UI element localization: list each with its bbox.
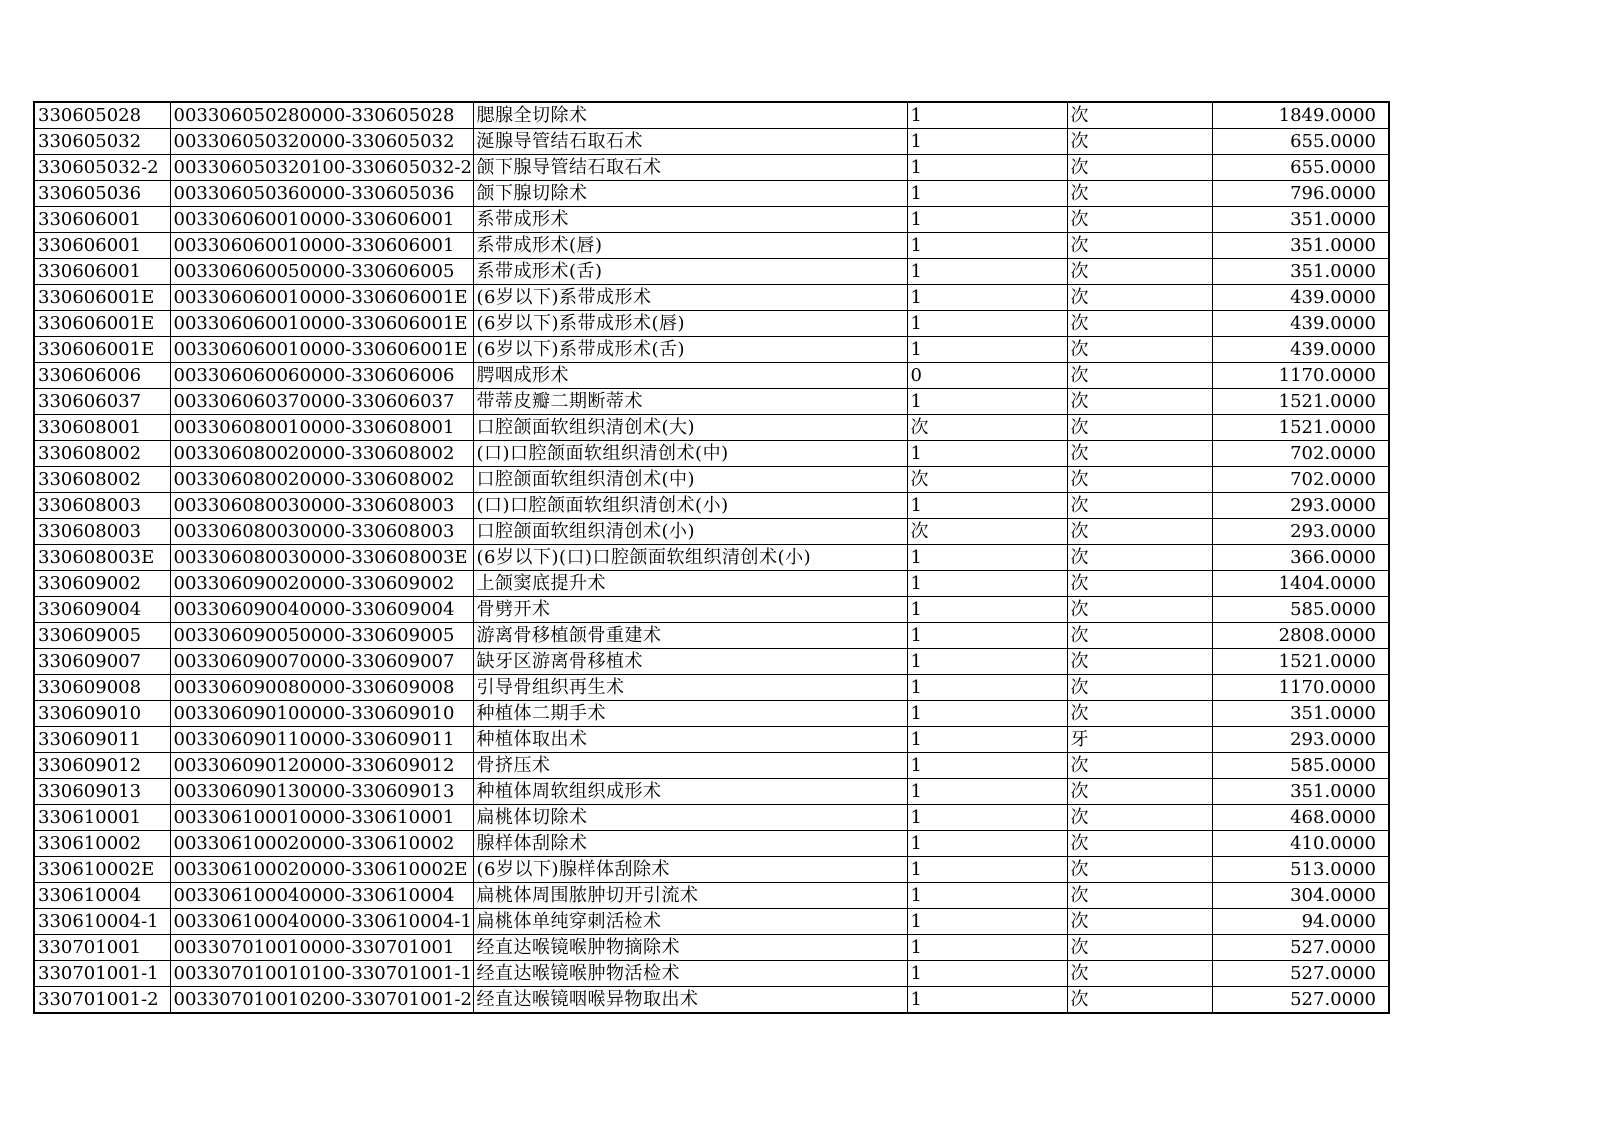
price-cell: 585.0000	[1212, 597, 1389, 623]
item-name-cell: 带蒂皮瓣二期断蒂术	[473, 389, 907, 415]
quantity-cell: 1	[907, 857, 1067, 883]
item-name-cell: 腮腺全切除术	[473, 102, 907, 129]
quantity-cell: 1	[907, 649, 1067, 675]
quantity-cell: 1	[907, 207, 1067, 233]
full-code-cell: 003306080020000-330608002	[170, 441, 473, 467]
item-code-cell: 330609010	[34, 701, 170, 727]
full-code-cell: 003306080030000-330608003E	[170, 545, 473, 571]
full-code-cell: 003306090110000-330609011	[170, 727, 473, 753]
item-name-cell: 口腔颌面软组织清创术(大)	[473, 415, 907, 441]
table-row	[34, 935, 1389, 961]
price-cell: 655.0000	[1212, 129, 1389, 155]
table-row	[34, 961, 1389, 987]
item-name-cell: 腺样体刮除术	[473, 831, 907, 857]
table-row	[34, 181, 1389, 207]
item-code-cell: 330610002	[34, 831, 170, 857]
item-name-cell: (6岁以下)腺样体刮除术	[473, 857, 907, 883]
unit-cell: 次	[1067, 467, 1212, 493]
price-cell: 351.0000	[1212, 259, 1389, 285]
table-row	[34, 519, 1389, 545]
table-row	[34, 727, 1389, 753]
price-cell: 1170.0000	[1212, 363, 1389, 389]
table-row	[34, 207, 1389, 233]
price-cell: 366.0000	[1212, 545, 1389, 571]
item-name-cell: 骨挤压术	[473, 753, 907, 779]
item-name-cell: 经直达喉镜喉肿物活检术	[473, 961, 907, 987]
item-code-cell: 330609012	[34, 753, 170, 779]
price-cell: 1170.0000	[1212, 675, 1389, 701]
full-code-cell: 003306060010000-330606001E	[170, 285, 473, 311]
unit-cell: 次	[1067, 415, 1212, 441]
unit-cell: 次	[1067, 987, 1212, 1014]
item-code-cell: 330605036	[34, 181, 170, 207]
full-code-cell: 003306050360000-330605036	[170, 181, 473, 207]
full-code-cell: 003306080020000-330608002	[170, 467, 473, 493]
item-code-cell: 330608001	[34, 415, 170, 441]
item-name-cell: (口)口腔颌面软组织清创术(小)	[473, 493, 907, 519]
full-code-cell: 003306080030000-330608003	[170, 519, 473, 545]
price-cell: 1404.0000	[1212, 571, 1389, 597]
table-row	[34, 311, 1389, 337]
full-code-cell: 003306090120000-330609012	[170, 753, 473, 779]
price-cell: 304.0000	[1212, 883, 1389, 909]
item-name-cell: 扁桃体单纯穿刺活检术	[473, 909, 907, 935]
quantity-cell: 1	[907, 337, 1067, 363]
table-row	[34, 675, 1389, 701]
quantity-cell: 次	[907, 467, 1067, 493]
item-code-cell: 330606001E	[34, 285, 170, 311]
item-name-cell: 种植体取出术	[473, 727, 907, 753]
item-name-cell: 经直达喉镜咽喉异物取出术	[473, 987, 907, 1014]
unit-cell: 次	[1067, 649, 1212, 675]
price-cell: 293.0000	[1212, 727, 1389, 753]
item-code-cell: 330608003	[34, 493, 170, 519]
table-row	[34, 415, 1389, 441]
table-row	[34, 102, 1389, 129]
item-name-cell: 游离骨移植颌骨重建术	[473, 623, 907, 649]
full-code-cell: 003306060060000-330606006	[170, 363, 473, 389]
table-row	[34, 467, 1389, 493]
quantity-cell: 1	[907, 389, 1067, 415]
price-cell: 351.0000	[1212, 207, 1389, 233]
quantity-cell: 1	[907, 675, 1067, 701]
full-code-cell: 003307010010000-330701001	[170, 935, 473, 961]
quantity-cell: 1	[907, 883, 1067, 909]
price-cell: 655.0000	[1212, 155, 1389, 181]
quantity-cell: 1	[907, 961, 1067, 987]
item-name-cell: 口腔颌面软组织清创术(中)	[473, 467, 907, 493]
quantity-cell: 1	[907, 129, 1067, 155]
table-row	[34, 233, 1389, 259]
price-cell: 527.0000	[1212, 935, 1389, 961]
price-cell: 796.0000	[1212, 181, 1389, 207]
item-code-cell: 330610004-1	[34, 909, 170, 935]
price-cell: 439.0000	[1212, 311, 1389, 337]
item-code-cell: 330608003	[34, 519, 170, 545]
unit-cell: 次	[1067, 701, 1212, 727]
quantity-cell: 1	[907, 909, 1067, 935]
price-cell: 527.0000	[1212, 987, 1389, 1014]
unit-cell: 次	[1067, 779, 1212, 805]
price-cell: 94.0000	[1212, 909, 1389, 935]
item-code-cell: 330606001E	[34, 311, 170, 337]
price-cell: 351.0000	[1212, 779, 1389, 805]
item-name-cell: 系带成形术(舌)	[473, 259, 907, 285]
item-name-cell: (6岁以下)(口)口腔颌面软组织清创术(小)	[473, 545, 907, 571]
quantity-cell: 1	[907, 102, 1067, 129]
unit-cell: 次	[1067, 597, 1212, 623]
item-name-cell: 种植体二期手术	[473, 701, 907, 727]
price-cell: 585.0000	[1212, 753, 1389, 779]
quantity-cell: 1	[907, 233, 1067, 259]
full-code-cell: 003306090020000-330609002	[170, 571, 473, 597]
item-code-cell: 330609008	[34, 675, 170, 701]
quantity-cell: 1	[907, 831, 1067, 857]
table-row	[34, 987, 1389, 1014]
quantity-cell: 1	[907, 441, 1067, 467]
unit-cell: 次	[1067, 207, 1212, 233]
item-code-cell: 330610001	[34, 805, 170, 831]
item-name-cell: 颌下腺切除术	[473, 181, 907, 207]
table-row	[34, 623, 1389, 649]
item-code-cell: 330606001	[34, 207, 170, 233]
quantity-cell: 1	[907, 727, 1067, 753]
quantity-cell: 1	[907, 493, 1067, 519]
unit-cell: 次	[1067, 102, 1212, 129]
item-code-cell: 330608003E	[34, 545, 170, 571]
quantity-cell: 1	[907, 545, 1067, 571]
item-code-cell: 330609005	[34, 623, 170, 649]
price-cell: 527.0000	[1212, 961, 1389, 987]
table-row	[34, 883, 1389, 909]
unit-cell: 次	[1067, 753, 1212, 779]
full-code-cell: 003306080030000-330608003	[170, 493, 473, 519]
item-code-cell: 330609013	[34, 779, 170, 805]
quantity-cell: 1	[907, 623, 1067, 649]
quantity-cell: 1	[907, 181, 1067, 207]
full-code-cell: 003306100010000-330610001	[170, 805, 473, 831]
price-cell: 293.0000	[1212, 493, 1389, 519]
full-code-cell: 003306090070000-330609007	[170, 649, 473, 675]
price-cell: 439.0000	[1212, 337, 1389, 363]
table-row	[34, 441, 1389, 467]
item-name-cell: 骨劈开术	[473, 597, 907, 623]
full-code-cell: 003306080010000-330608001	[170, 415, 473, 441]
item-name-cell: 口腔颌面软组织清创术(小)	[473, 519, 907, 545]
unit-cell: 次	[1067, 883, 1212, 909]
item-name-cell: (6岁以下)系带成形术(唇)	[473, 311, 907, 337]
item-code-cell: 330610004	[34, 883, 170, 909]
item-name-cell: (口)口腔颌面软组织清创术(中)	[473, 441, 907, 467]
unit-cell: 次	[1067, 129, 1212, 155]
full-code-cell: 003307010010200-330701001-2	[170, 987, 473, 1014]
item-code-cell: 330606001	[34, 233, 170, 259]
full-code-cell: 003306100040000-330610004	[170, 883, 473, 909]
full-code-cell: 003306090080000-330609008	[170, 675, 473, 701]
item-name-cell: 腭咽成形术	[473, 363, 907, 389]
full-code-cell: 003306090050000-330609005	[170, 623, 473, 649]
quantity-cell: 次	[907, 415, 1067, 441]
item-code-cell: 330701001	[34, 935, 170, 961]
item-name-cell: 扁桃体切除术	[473, 805, 907, 831]
unit-cell: 次	[1067, 155, 1212, 181]
quantity-cell: 1	[907, 753, 1067, 779]
item-code-cell: 330606006	[34, 363, 170, 389]
item-code-cell: 330609002	[34, 571, 170, 597]
item-code-cell: 330606001	[34, 259, 170, 285]
item-code-cell: 330609004	[34, 597, 170, 623]
table-row	[34, 597, 1389, 623]
quantity-cell: 1	[907, 779, 1067, 805]
table-row	[34, 493, 1389, 519]
item-code-cell: 330609007	[34, 649, 170, 675]
unit-cell: 次	[1067, 805, 1212, 831]
item-name-cell: 上颌窦底提升术	[473, 571, 907, 597]
table-row	[34, 779, 1389, 805]
unit-cell: 次	[1067, 545, 1212, 571]
table-row	[34, 805, 1389, 831]
item-code-cell: 330701001-2	[34, 987, 170, 1014]
unit-cell: 次	[1067, 857, 1212, 883]
full-code-cell: 003306100020000-330610002E	[170, 857, 473, 883]
unit-cell: 次	[1067, 441, 1212, 467]
price-cell: 351.0000	[1212, 701, 1389, 727]
price-cell: 1521.0000	[1212, 415, 1389, 441]
item-name-cell: 涎腺导管结石取石术	[473, 129, 907, 155]
item-name-cell: 缺牙区游离骨移植术	[473, 649, 907, 675]
price-cell: 2808.0000	[1212, 623, 1389, 649]
unit-cell: 次	[1067, 259, 1212, 285]
item-name-cell: 系带成形术(唇)	[473, 233, 907, 259]
table-row	[34, 571, 1389, 597]
item-code-cell: 330609011	[34, 727, 170, 753]
full-code-cell: 003306050280000-330605028	[170, 102, 473, 129]
table-row	[34, 753, 1389, 779]
full-code-cell: 003306050320000-330605032	[170, 129, 473, 155]
item-code-cell: 330701001-1	[34, 961, 170, 987]
item-name-cell: 扁桃体周围脓肿切开引流术	[473, 883, 907, 909]
price-cell: 513.0000	[1212, 857, 1389, 883]
full-code-cell: 003307010010100-330701001-1	[170, 961, 473, 987]
quantity-cell: 1	[907, 597, 1067, 623]
quantity-cell: 0	[907, 363, 1067, 389]
item-code-cell: 330605032-2	[34, 155, 170, 181]
quantity-cell: 1	[907, 155, 1067, 181]
item-name-cell: (6岁以下)系带成形术(舌)	[473, 337, 907, 363]
price-cell: 293.0000	[1212, 519, 1389, 545]
unit-cell: 次	[1067, 571, 1212, 597]
price-cell: 468.0000	[1212, 805, 1389, 831]
item-name-cell: 经直达喉镜喉肿物摘除术	[473, 935, 907, 961]
table-row	[34, 285, 1389, 311]
price-cell: 1849.0000	[1212, 102, 1389, 129]
table-row	[34, 701, 1389, 727]
unit-cell: 次	[1067, 285, 1212, 311]
unit-cell: 次	[1067, 363, 1212, 389]
full-code-cell: 003306060010000-330606001E	[170, 337, 473, 363]
unit-cell: 次	[1067, 961, 1212, 987]
full-code-cell: 003306060050000-330606005	[170, 259, 473, 285]
table-row	[34, 155, 1389, 181]
quantity-cell: 1	[907, 987, 1067, 1014]
price-cell: 702.0000	[1212, 441, 1389, 467]
table-row	[34, 389, 1389, 415]
full-code-cell: 003306090040000-330609004	[170, 597, 473, 623]
unit-cell: 次	[1067, 935, 1212, 961]
price-cell: 1521.0000	[1212, 389, 1389, 415]
item-code-cell: 330608002	[34, 467, 170, 493]
quantity-cell: 1	[907, 311, 1067, 337]
price-cell: 439.0000	[1212, 285, 1389, 311]
table-row	[34, 545, 1389, 571]
full-code-cell: 003306060010000-330606001E	[170, 311, 473, 337]
item-code-cell: 330608002	[34, 441, 170, 467]
item-code-cell: 330605028	[34, 102, 170, 129]
table-body	[34, 102, 1389, 1013]
quantity-cell: 1	[907, 285, 1067, 311]
quantity-cell: 1	[907, 935, 1067, 961]
table-row	[34, 259, 1389, 285]
table-row	[34, 857, 1389, 883]
quantity-cell: 1	[907, 805, 1067, 831]
full-code-cell: 003306100040000-330610004-1	[170, 909, 473, 935]
full-code-cell: 003306060010000-330606001	[170, 233, 473, 259]
item-code-cell: 330606001E	[34, 337, 170, 363]
unit-cell: 次	[1067, 337, 1212, 363]
full-code-cell: 003306060010000-330606001	[170, 207, 473, 233]
price-cell: 351.0000	[1212, 233, 1389, 259]
item-name-cell: (6岁以下)系带成形术	[473, 285, 907, 311]
unit-cell: 次	[1067, 831, 1212, 857]
price-cell: 702.0000	[1212, 467, 1389, 493]
full-code-cell: 003306090100000-330609010	[170, 701, 473, 727]
full-code-cell: 003306100020000-330610002	[170, 831, 473, 857]
unit-cell: 次	[1067, 909, 1212, 935]
table-row	[34, 337, 1389, 363]
table-row	[34, 649, 1389, 675]
price-cell: 1521.0000	[1212, 649, 1389, 675]
item-name-cell: 颌下腺导管结石取石术	[473, 155, 907, 181]
item-name-cell: 引导骨组织再生术	[473, 675, 907, 701]
item-code-cell: 330606037	[34, 389, 170, 415]
table-row	[34, 909, 1389, 935]
unit-cell: 次	[1067, 519, 1212, 545]
unit-cell: 次	[1067, 233, 1212, 259]
unit-cell: 次	[1067, 493, 1212, 519]
price-cell: 410.0000	[1212, 831, 1389, 857]
unit-cell: 次	[1067, 623, 1212, 649]
full-code-cell: 003306050320100-330605032-2	[170, 155, 473, 181]
price-table	[33, 101, 1390, 1014]
full-code-cell: 003306090130000-330609013	[170, 779, 473, 805]
quantity-cell: 1	[907, 571, 1067, 597]
quantity-cell: 次	[907, 519, 1067, 545]
table-row	[34, 831, 1389, 857]
unit-cell: 牙	[1067, 727, 1212, 753]
item-name-cell: 系带成形术	[473, 207, 907, 233]
quantity-cell: 1	[907, 259, 1067, 285]
unit-cell: 次	[1067, 311, 1212, 337]
unit-cell: 次	[1067, 675, 1212, 701]
item-code-cell: 330605032	[34, 129, 170, 155]
unit-cell: 次	[1067, 181, 1212, 207]
item-code-cell: 330610002E	[34, 857, 170, 883]
table-row	[34, 129, 1389, 155]
unit-cell: 次	[1067, 389, 1212, 415]
full-code-cell: 003306060370000-330606037	[170, 389, 473, 415]
item-name-cell: 种植体周软组织成形术	[473, 779, 907, 805]
table-row	[34, 363, 1389, 389]
quantity-cell: 1	[907, 701, 1067, 727]
